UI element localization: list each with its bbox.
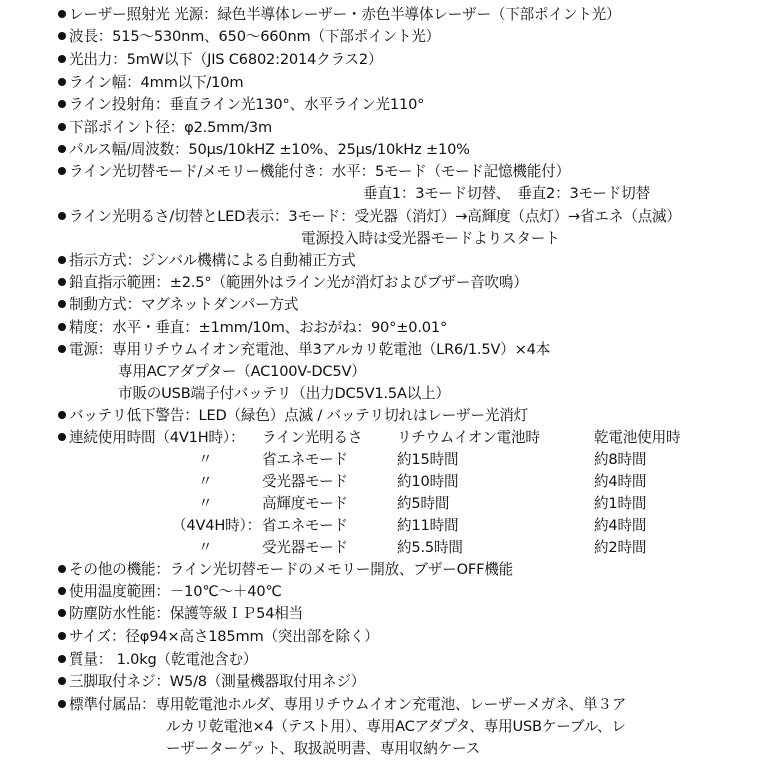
usage-row-group: 〃 <box>198 473 213 490</box>
bullet-icon <box>58 609 66 617</box>
spec-line-pulse: パルス幅/周波数：50μs/10kHZ ±10%、25μs/10kHz ±10% <box>58 139 470 161</box>
bullet-icon <box>58 145 66 153</box>
usage-row-group: 〃 <box>198 451 213 468</box>
usage-row-group: 〃 <box>198 539 213 556</box>
bullet-icon <box>58 655 66 663</box>
spec-line-wavelength: 波長：515～530nm、650～660nm（下部ポイント光） <box>58 26 440 48</box>
bullet-icon <box>58 587 66 595</box>
spec-line-battery-warning: バッテリ低下警告：LED（緑色）点滅 / バッテリ切れはレーザー光消灯 <box>58 405 528 427</box>
spec-line-power-usb: 市販のUSB端子付バッテリ（出力DC5V1.5A以上） <box>118 385 450 402</box>
usage-row-dry-cell: 約1時間 <box>594 495 647 512</box>
usage-row-lithium: 約11時間 <box>397 517 459 534</box>
spec-line-indication: 指示方式：ジンバル機構による自動補正方式 <box>58 250 356 272</box>
spec-line-accessories: 標準付属品：専用乾電池ホルダ、専用リチウムイオン充電池、レーザーメガネ、単３ア <box>58 694 626 716</box>
spec-line-projection-angle: ライン投射角：垂直ライン光130°、水平ライン光110° <box>58 94 424 116</box>
spec-line-brightness-note: 電源投入時は受光器モードよりスタート <box>301 230 560 247</box>
bullet-icon <box>58 345 66 353</box>
bullet-icon <box>58 278 66 286</box>
usage-row-group: 〃 <box>198 495 213 512</box>
bullet-icon <box>58 78 66 86</box>
usage-row-dry-cell: 約4時間 <box>594 517 647 534</box>
spec-line-temperature: 使用温度範囲：－10℃～＋40℃ <box>58 581 282 603</box>
spec-line-point-diameter: 下部ポイント径：φ2.5mm/3m <box>58 117 272 139</box>
usage-row-dry-cell: 約4時間 <box>594 473 647 490</box>
spec-line-power-ac: 専用ACアダプター（AC100V-DC5V） <box>118 363 366 380</box>
spec-line-accessories-cont-1: ルカリ乾電池×4（テスト用）、専用ACアダプタ、専用USBケーブル、レ <box>166 718 626 735</box>
bullet-icon <box>58 55 66 63</box>
usage-row-mode: 受光器モード <box>262 539 348 556</box>
usage-header-lithium: リチウムイオン電池時 <box>397 429 540 446</box>
spec-line-ip-rating: 防塵防水性能：保護等級ＩＰ54相当 <box>58 603 303 625</box>
bullet-icon <box>58 100 66 108</box>
usage-row-lithium: 約5時間 <box>397 495 450 512</box>
usage-table-title: 連続使用時間（4V1H時）： <box>58 427 244 449</box>
bullet-icon <box>58 256 66 264</box>
spec-line-tripod-screw: 三脚取付ネジ：W5/8（測量機器取付用ネジ） <box>58 671 365 693</box>
spec-line-switch-mode-vertical: 垂直1：3モード切替、 垂直2：3モード切替 <box>363 185 650 202</box>
spec-line-line-width: ライン幅：4mm以下/10m <box>58 72 243 94</box>
usage-row-group: （4V4H時）： <box>172 517 262 534</box>
spec-line-size: サイズ：径φ94×高さ185mm（突出部を除く） <box>58 626 379 648</box>
bullet-icon <box>58 123 66 131</box>
spec-line-other-functions: その他の機能：ライン光切替モードのメモリー開放、ブザーOFF機能 <box>58 559 513 581</box>
usage-header-dry-cell: 乾電池使用時 <box>594 429 681 446</box>
usage-row-lithium: 約15時間 <box>397 451 459 468</box>
bullet-icon <box>58 212 66 220</box>
spec-line-light-source: レーザー照射光 光源：緑色半導体レーザー・赤色半導体レーザー（下部ポイント光） <box>58 4 620 26</box>
spec-line-accuracy: 精度：水平・垂直：±1mm/10m、おおがね：90°±0.01° <box>58 317 447 339</box>
bullet-icon <box>58 677 66 685</box>
usage-row-mode: 省エネモード <box>262 451 348 468</box>
bullet-icon <box>58 323 66 331</box>
bullet-icon <box>58 632 66 640</box>
usage-row-lithium: 約10時間 <box>397 473 459 490</box>
usage-row-mode: 高輝度モード <box>262 495 348 512</box>
usage-row-dry-cell: 約2時間 <box>594 539 647 556</box>
spec-line-output: 光出力：5mW以下（JIS C6802:2014クラス2） <box>58 49 382 71</box>
spec-line-brightness: ライン光明るさ/切替とLED表示：3モード：受光器（消灯）→高輝度（点灯）→省エネ（点滅） <box>58 206 681 228</box>
spec-line-damping: 制動方式：マグネットダンパー方式 <box>58 294 298 316</box>
bullet-icon <box>58 411 66 419</box>
spec-line-weight: 質量： 1.0kg（乾電池含む） <box>58 649 257 671</box>
bullet-icon <box>58 32 66 40</box>
usage-row-mode: 省エネモード <box>262 517 348 534</box>
spec-line-plumb-range: 鉛直指示範囲：±2.5°（範囲外はライン光が消灯およびブザー音吹鳴） <box>58 272 528 294</box>
bullet-icon <box>58 433 66 441</box>
spec-line-switch-mode: ライン光切替モード/メモリー機能付き：水平：5モード（モード記憶機能付） <box>58 161 570 183</box>
bullet-icon <box>58 300 66 308</box>
usage-row-lithium: 約5.5時間 <box>397 539 463 556</box>
bullet-icon <box>58 10 66 18</box>
bullet-icon <box>58 565 66 573</box>
bullet-icon <box>58 700 66 708</box>
spec-line-power: 電源：専用リチウムイオン充電池、単3アルカリ乾電池（LR6/1.5V）×4本 <box>58 339 550 361</box>
usage-row-mode: 受光器モード <box>262 473 348 490</box>
usage-header-brightness: ライン光明るさ <box>262 429 363 446</box>
spec-line-accessories-cont-2: ーザーターゲット、取扱説明書、専用収納ケース <box>166 740 481 757</box>
usage-row-dry-cell: 約8時間 <box>594 451 647 468</box>
bullet-icon <box>58 167 66 175</box>
